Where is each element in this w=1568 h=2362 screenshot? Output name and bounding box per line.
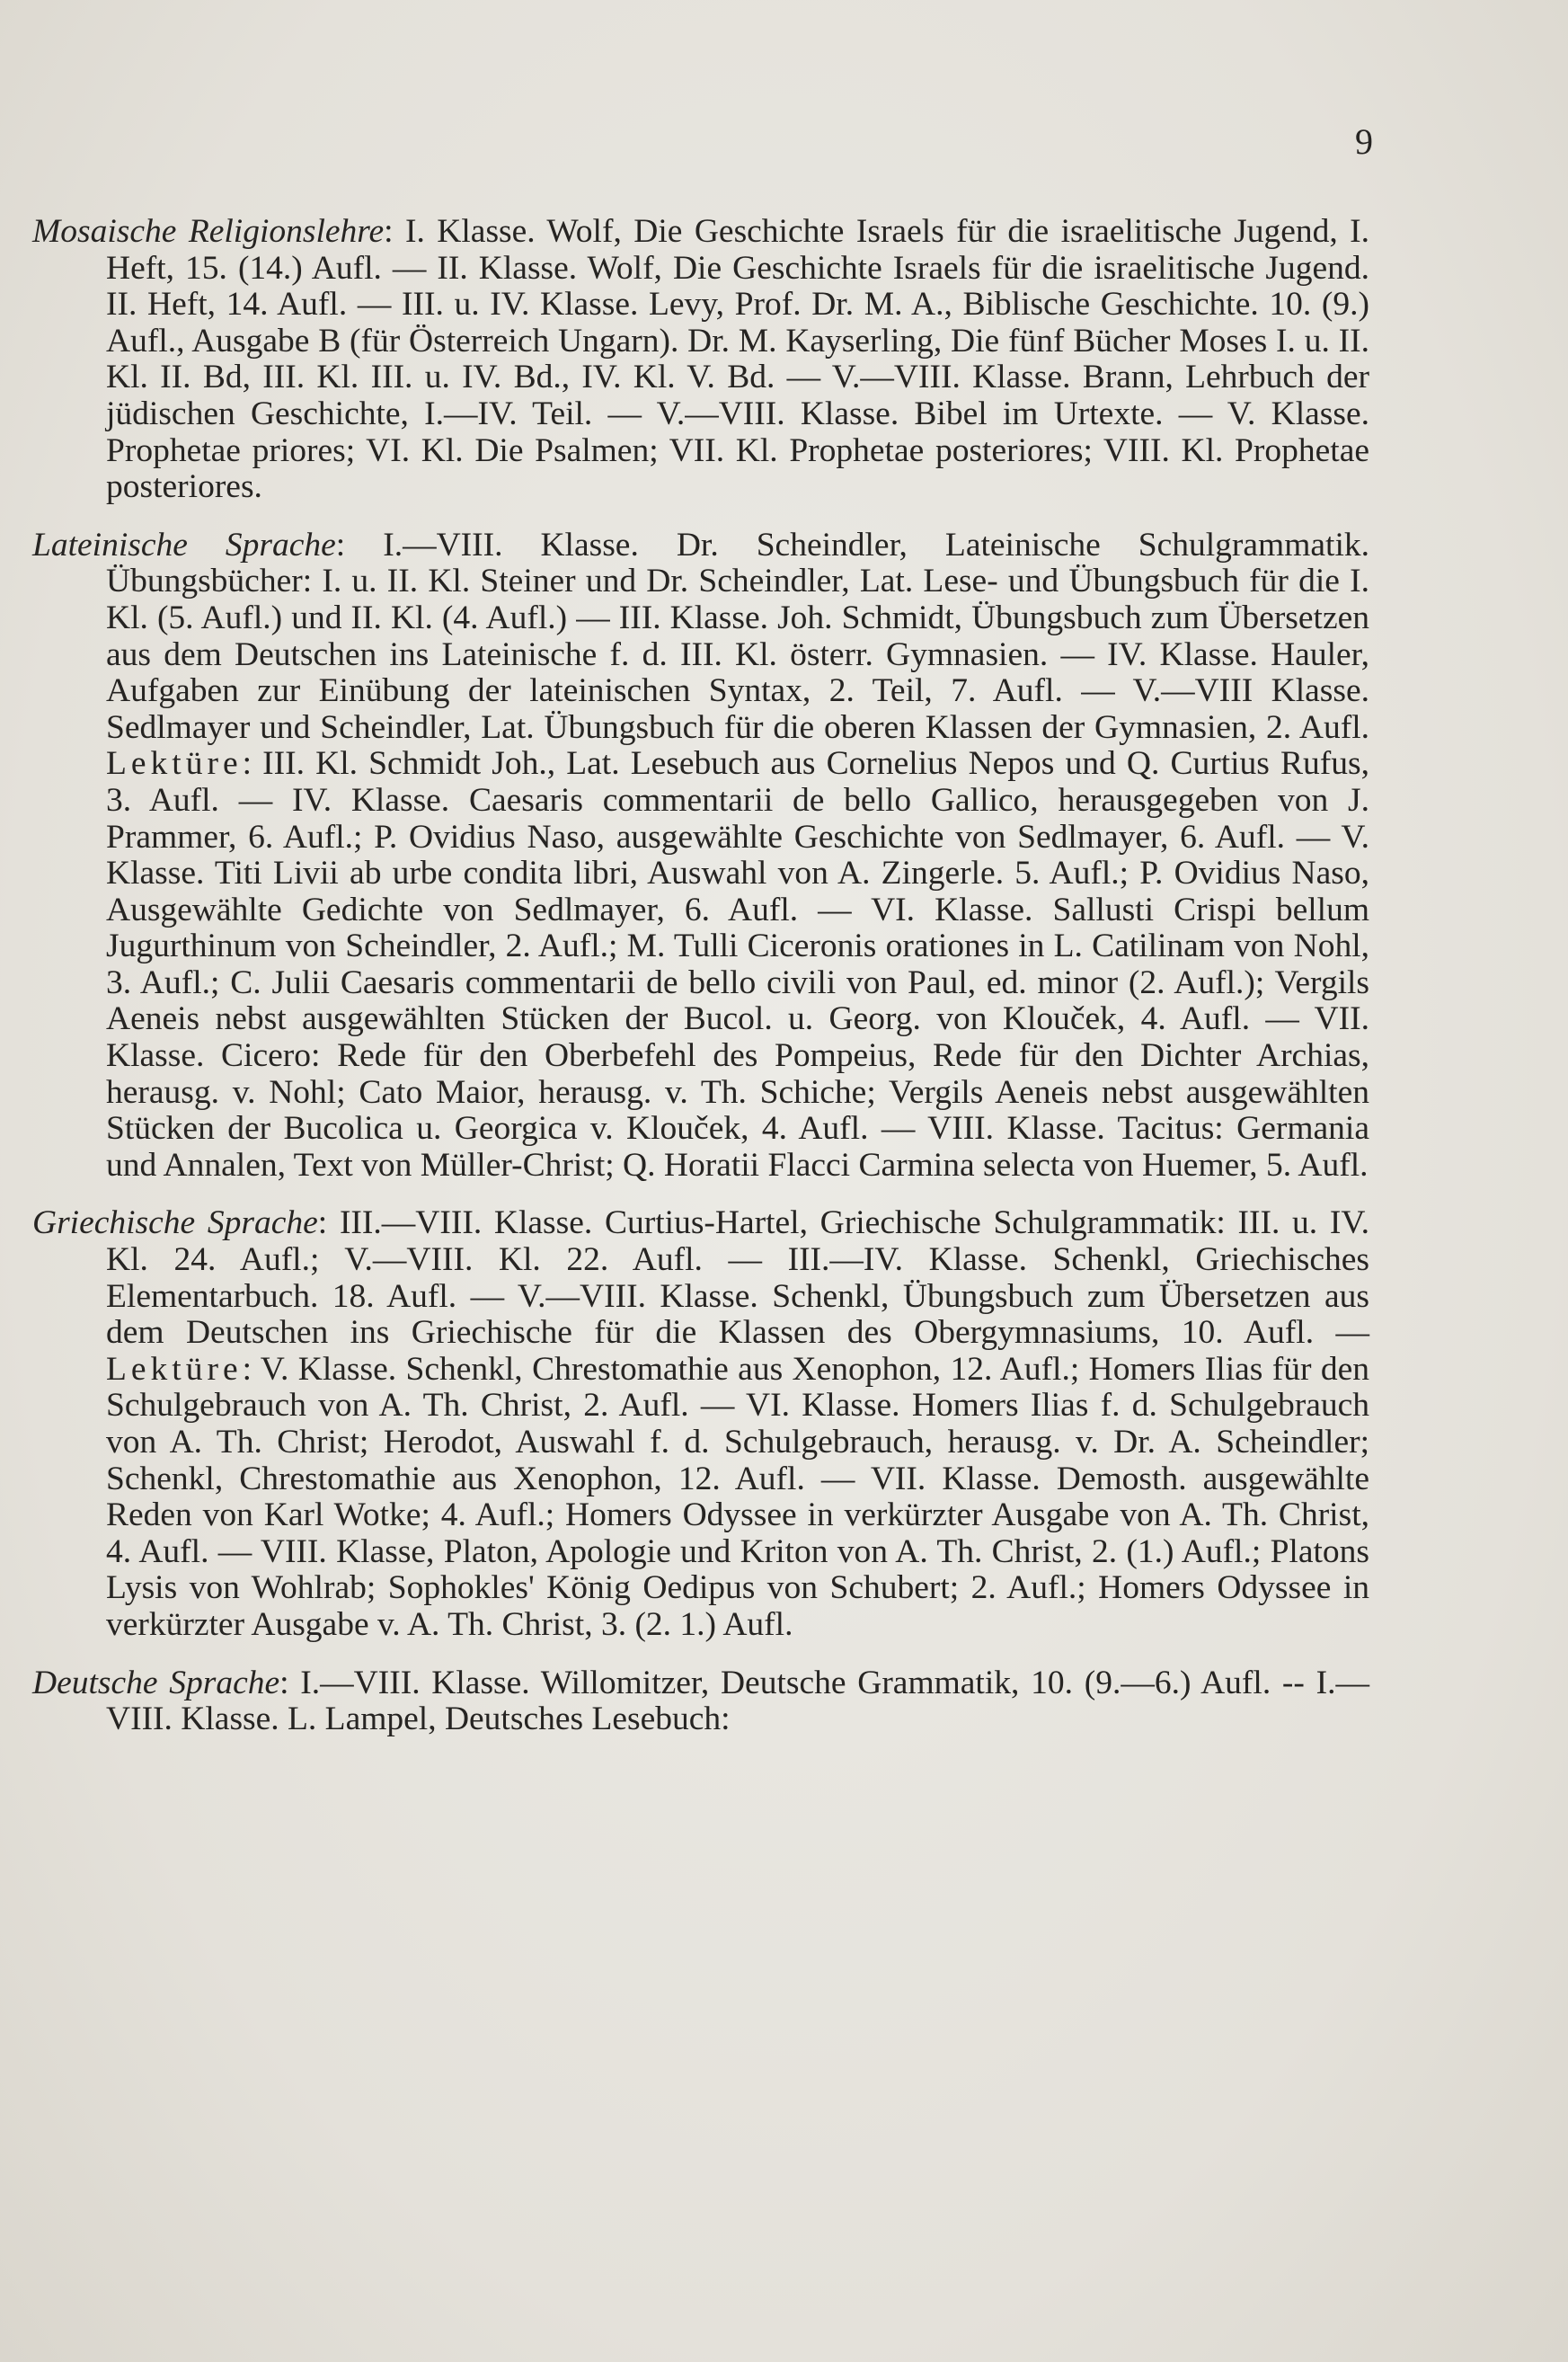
section-text: III.—VIII. Klasse. Curtius-Hartel, Griechische Schulgrammatik: III. u. IV. Kl. 24. Aufl.; V.—VIII. Kl. 22. Aufl. — III.—IV. Klasse. Schenkl, Griechisches Elementarbuch. 18. Aufl. — V.—VIII. Klasse. Schenkl, Übungsbuch zum Übersetzen aus dem Deutschen ins Griechische für die Klassen des Obergymnasiums, 10. Aufl. — [106,1204,1369,1352]
section-heading: Deutsche Sprache [32,1664,280,1701]
section-griechische-sprache [32,1205,1369,1643]
lektuere-label: Lektüre [106,1350,243,1388]
section-text: I.—VIII. Klasse. Dr. Scheindler, Lateinische Schulgrammatik. Übungsbücher: I. u. II. Kl. Steiner und Dr. Scheindler, Lat. Lese- und Übungsbuch für die I. Kl. (5. Aufl.) und II. Kl. (4. Aufl.) — III. Klasse. Joh. Schmidt, Übungsbuch zum Übersetzen aus dem Deutschen ins Lateinische f. d. III. Kl. österr. Gymnasien. — IV. Klasse. Hauler, Aufgaben zur Einübung der lateinischen Syntax, 2. Teil, 7. Aufl. — V.—VIII Klasse. Sedlmayer und Scheindler, Lat. Übungsbuch für die oberen Klassen der Gymnasien, 2. Aufl. [106,526,1370,746]
section-text: I.—VIII. Klasse. Willomitzer, Deutsche Grammatik, 10. (9.—6.) Aufl. -- I.—VIII. Klasse. L. Lampel, Deutsches Lesebuch: [106,1664,1369,1738]
section-heading: Griechische Sprache [32,1204,318,1242]
section-text: I. Klasse. Wolf, Die Geschichte Israels für die israelitische Jugend, I. Heft, 15. (14.) Aufl. — II. Klasse. Wolf, Die Geschichte Israels für die israelitische Jugend. II. Heft, 14. Aufl. — III. u. IV. Klasse. Levy, Prof. Dr. M. A., Biblische Geschichte. 10. (9.) Aufl., Ausgabe B (für Österreich Ungarn). Dr. M. Kayserling, Die fünf Bücher Moses I. u. II. Kl. II. Bd, III. Kl. III. u. IV. Bd., IV. Kl. V. Bd. — V.—VIII. Klasse. Brann, Lehrbuch der jüdischen Geschichte, I.—IV. Teil. — V.—VIII. Klasse. Bibel im Urtexte. — V. Klasse. Prophetae priores; VI. Kl. Die Psalmen; VII. Kl. Prophetae posteriores; VIII. Kl. Prophetae posteriores. [106,213,1370,506]
section-mosaische-religionslehre [32,214,1369,506]
section-heading: Lateinische Sprache [32,526,336,564]
section-deutsche-sprache [32,1665,1369,1738]
section-heading: Mosaische Religionslehre [32,213,385,250]
heading-colon: : [335,526,384,564]
heading-colon: : [279,1664,301,1701]
page-content [32,214,1369,1760]
section-text-continued: : III. Kl. Schmidt Joh., Lat. Lesebuch aus Cornelius Nepos und Q. Curtius Rufus, 3. Aufl. — IV. Klasse. Caesaris commentarii de bello Gallico, herausgegeben von J. Prammer, 6. Aufl.; P. Ovidius Naso, ausgewählte Geschichte von Sedlmayer, 6. Aufl. — V. Klasse. Titi Livii ab urbe condita libri, Auswahl von A. Zingerle. 5. Aufl.; P. Ovidius Naso, Ausgewählte Gedichte von Sedlmayer, 6. Aufl. — VI. Klasse. Sallusti Crispi bellum Jugurthinum von Scheindler, 2. Aufl.; M. Tulli Ciceronis orationes in L. Catilinam von Nohl, 3. Aufl.; C. Julii Caesaris commentarii de bello civili von Paul, ed. minor (2. Aufl.); Vergils Aeneis nebst ausgewählten Stücken der Bucol. u. Georg. von Klouček, 4. Aufl. — VII. Klasse. Cicero: Rede für den Oberbefehl des Pompeius, Rede für den Dichter Archias, herausg. v. Nohl; Cato Maior, herausg. v. Th. Schiche; Vergils Aeneis nebst ausgewählten Stücken der Bucolica u. Georgica v. Klouček, 4. Aufl. — VIII. Klasse. Tacitus: Germania und Annalen, Text von Müller-Christ; Q. Horatii Flacci Carmina selecta von Huemer, 5. Aufl. [106,745,1369,1184]
page-number: 9 [1355,121,1373,162]
section-lateinische-sprache [32,528,1369,1185]
heading-colon: : [384,213,405,250]
heading-colon: : [317,1204,340,1242]
lektuere-label: Lektüre [106,745,243,783]
section-text-continued: : V. Klasse. Schenkl, Chrestomathie aus Xenophon, 12. Aufl.; Homers Ilias für den Schulgebrauch von A. Th. Christ, 2. Aufl. — VI. Klasse. Homers Ilias f. d. Schulgebrauch von A. Th. Christ; Herodot, Auswahl f. d. Schulgebrauch, herausg. v. Dr. A. Scheindler; Schenkl, Chrestomathie aus Xenophon, 12. Aufl. — VII. Klasse. Demosth. ausgewählte Reden von Karl Wotke; 4. Aufl.; Homers Odyssee in verkürzter Ausgabe von A. Th. Christ, 4. Aufl. — VIII. Klasse, Platon, Apologie und Kriton von A. Th. Christ, 2. (1.) Aufl.; Platons Lysis von Wohlrab; Sophokles' König Oedipus von Schubert; 2. Aufl.; Homers Odyssee in verkürzter Ausgabe v. A. Th. Christ, 3. (2. 1.) Aufl. [106,1350,1369,1643]
